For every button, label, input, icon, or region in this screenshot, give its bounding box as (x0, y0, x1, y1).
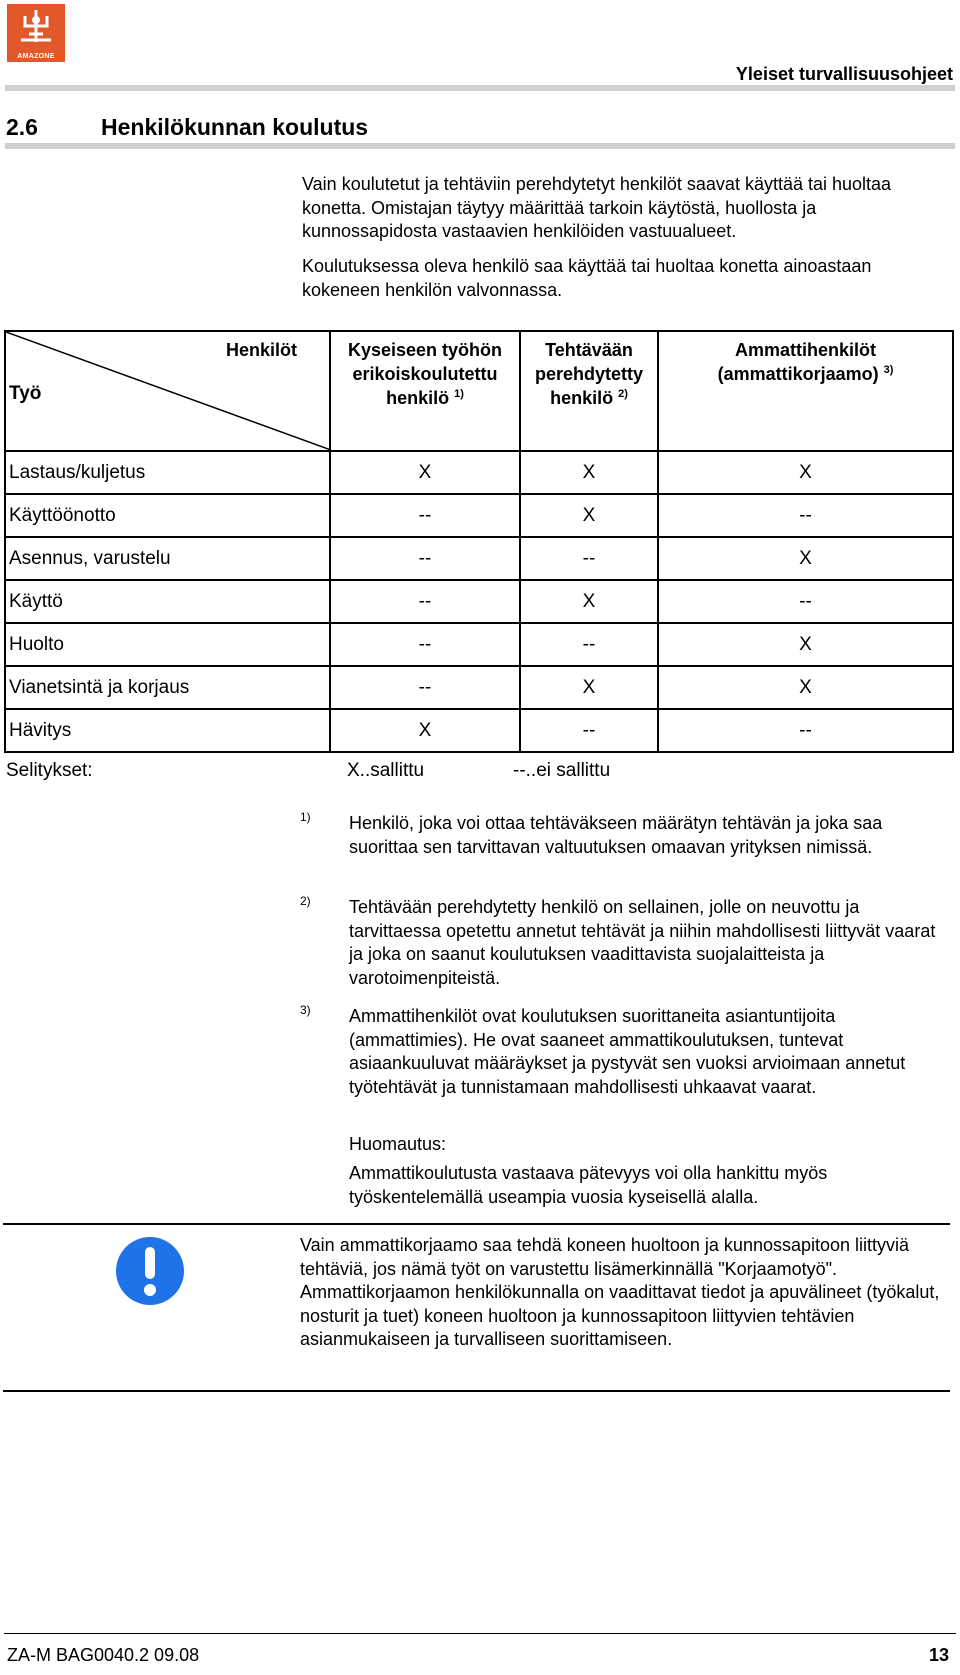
column-header: Ammattihenkilöt (ammattikorjaamo) $^{3)}$ (658, 331, 953, 451)
amazone-logo (7, 4, 65, 62)
footnote-text: Ammattihenkilöt ovat koulutuksen suorittaneita asiantuntijoita (ammattimies). He ovat saaneet ammattikoulutuksen, tuntevat asiaankuuluvat määräykset ja pystyvät sen vuoksi arvioimaan annetut työtehtävät ja tunnistamaan mahdollisesti uhkaavat vaarat. (349, 1006, 906, 1097)
column-axis-label: Henkilöt (225, 340, 297, 360)
table-corner-cell (5, 331, 330, 451)
legend-allowed: X..sallittu (347, 760, 425, 781)
training-matrix-table (4, 330, 954, 753)
table-row (5, 623, 953, 666)
legend-label: Selitykset: (6, 760, 93, 781)
table-row (5, 537, 953, 580)
task-label: Käyttöönotto (5, 494, 330, 537)
table-row (5, 580, 953, 623)
table-header-row (5, 331, 953, 451)
table-cell: -- (520, 537, 658, 580)
table-cell: X (658, 623, 953, 666)
table-cell: X (658, 666, 953, 709)
footnote-number: 3) (300, 1003, 311, 1017)
intro-paragraph-2: Koulutuksessa oleva henkilö saa käyttää tai huoltaa konetta ainoastaan kokeneen henkilön valvonnassa. (302, 256, 872, 300)
intro-paragraph-1: Vain koulutetut ja tehtäviin perehdytetyt henkilöt saavat käyttää tai huoltaa konetta. Omistajan täytyy määrittää tarkoin käytöstä, huollosta ja kunnossapidosta vastaavien henkilöiden vastuualueet. (302, 174, 892, 241)
table-cell: X (520, 451, 658, 494)
task-label: Käyttö (5, 580, 330, 623)
table-cell: X (658, 451, 953, 494)
running-title: Yleiset turvallisuusohjeet (735, 64, 953, 84)
section-number: 2.6 (6, 114, 38, 140)
footnote-text: Tehtävään perehdytetty henkilö on sellainen, jolle on neuvottu ja tarvittaessa opetettu annetut tehtävät ja niihin mahdollisesti liittyvät vaarat ja joka on saanut koulutuksen vaadittavista suojalaitteista ja varotoimenpiteistä. (349, 897, 936, 988)
table-cell: X (658, 537, 953, 580)
task-label: Asennus, varustelu (5, 537, 330, 580)
table-cell: X (330, 451, 520, 494)
footnote-number: 2) (300, 894, 311, 908)
task-label: Vianetsintä ja korjaus (5, 666, 330, 709)
table-cell: -- (330, 623, 520, 666)
table-row (5, 666, 953, 709)
logo-emblem-icon (7, 4, 65, 50)
table-row (5, 709, 953, 752)
table-cell: X (520, 580, 658, 623)
footnote-number: 1) (300, 810, 311, 824)
notice-text: Vain ammattikorjaamo saa tehdä koneen huoltoon ja kunnossapitoon liittyviä tehtäviä, jos nämä työt on varustettu lisämerkinnällä "Korjaamotyö". Ammattikorjaamon henkilökunnalla on vaadittavat tiedot ja apuvälineet (työkalut, nosturit ja tuet) koneen huoltoon ja kunnossapitoon liittyvien tehtävien asianmukaiseen ja turvalliseen suorittamiseen. (300, 1235, 940, 1350)
legend-not-allowed: --..ei sallittu (513, 760, 611, 781)
footer-divider (4, 1633, 956, 1634)
section-divider (5, 143, 955, 149)
footnote-text: Henkilö, joka voi ottaa tehtäväkseen määrätyn tehtävän ja joka saa suorittaa sen tarvittavan valtuutuksen omaavan yrityksen nimissä. (349, 813, 883, 857)
document-id: ZA-M BAG0040.2 09.08 (7, 1645, 200, 1665)
page-number: 13 (928, 1645, 949, 1665)
table-cell: -- (330, 580, 520, 623)
table-row (5, 451, 953, 494)
remark-label: Huomautus: (349, 1134, 447, 1154)
table-cell: -- (520, 623, 658, 666)
table-cell: -- (658, 494, 953, 537)
task-label: Huolto (5, 623, 330, 666)
table-cell: X (330, 709, 520, 752)
table-cell: X (520, 666, 658, 709)
remark-text: Ammattikoulutusta vastaava pätevyys voi olla hankittu myös työskentelemällä useampia vuosia kyseisellä alalla. (349, 1163, 828, 1207)
column-header: Kyseiseen työhön erikoiskoulutettu henkilö $^{1)}$ (330, 331, 520, 451)
exclamation-icon (115, 1236, 185, 1306)
table-row (5, 494, 953, 537)
row-axis-label: Työ (9, 383, 42, 404)
table-cell: -- (330, 666, 520, 709)
table-cell: -- (520, 709, 658, 752)
table-cell: X (520, 494, 658, 537)
task-label: Hävitys (5, 709, 330, 752)
column-header: Tehtävään perehdytetty henkilö $^{2)}$ (520, 331, 658, 451)
table-cell: -- (330, 494, 520, 537)
section-title: Henkilökunnan koulutus (101, 114, 369, 140)
header-divider (5, 85, 955, 91)
table-cell: -- (658, 709, 953, 752)
table-cell: -- (658, 580, 953, 623)
table-cell: -- (330, 537, 520, 580)
task-label: Lastaus/kuljetus (5, 451, 330, 494)
logo-wordmark: AMAZONE (17, 53, 55, 60)
